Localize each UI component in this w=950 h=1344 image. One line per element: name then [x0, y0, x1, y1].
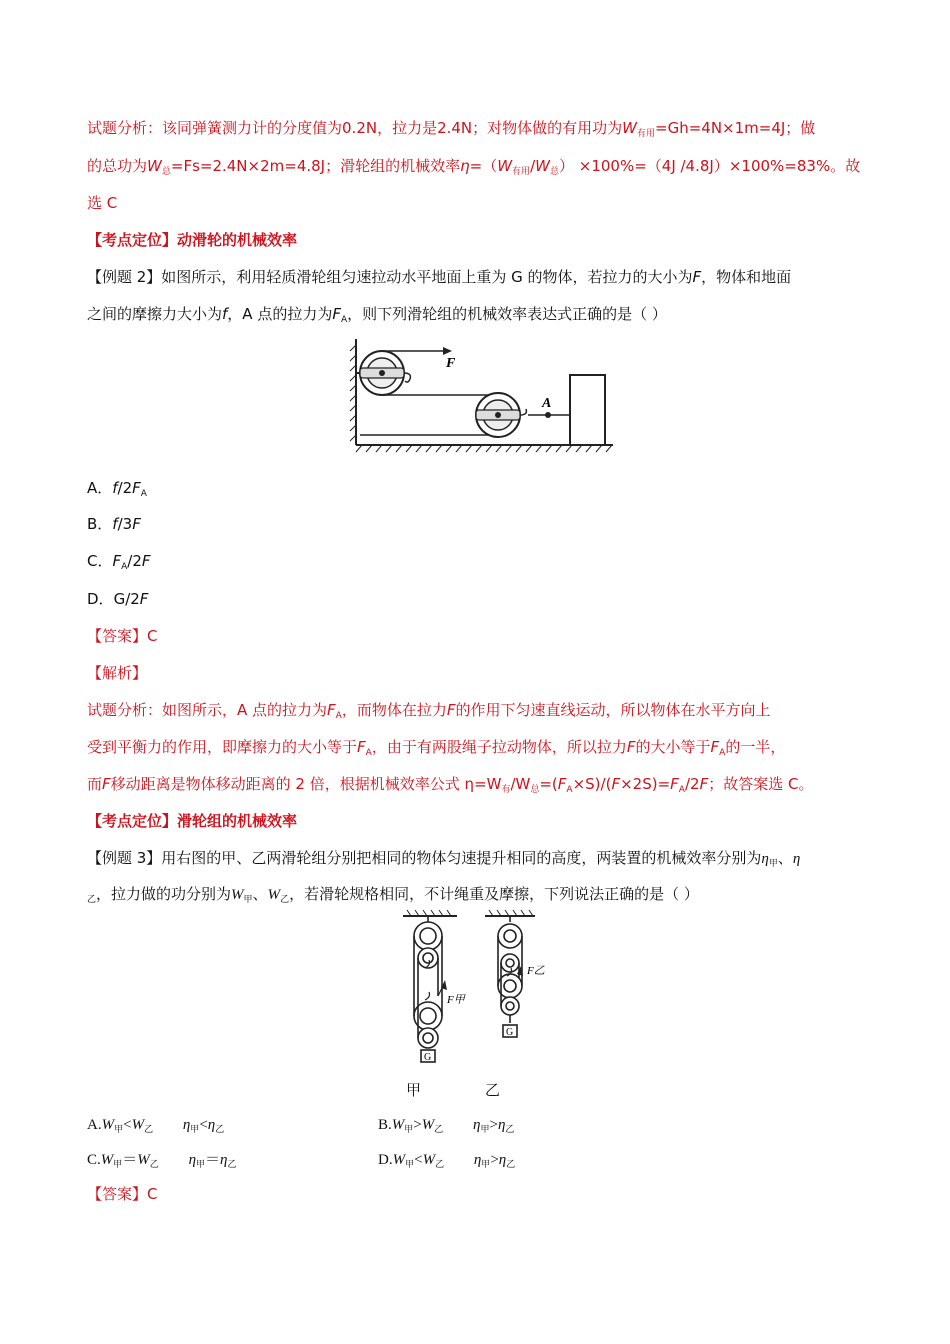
- label-G-jia: G: [424, 1052, 432, 1063]
- fig3-caption-yi: 乙: [485, 1081, 501, 1099]
- answer-3: 【答案】C: [87, 1185, 158, 1203]
- label-F-yi: F乙: [527, 965, 545, 977]
- ex2-analysis-line3: 而F移动距离是物体移动距离的 2 倍，根据机械效率公式 $\eta=W_有/W_总=(F_A\times S)/(F\times 2S)=F_A/2F$；故答案选 C。: [87, 775, 814, 795]
- label-G-yi: G: [506, 1027, 514, 1038]
- ex2-analysis-line2: 受到平衡力的作用，即摩擦力的大小等于$F_A$，由于有两股绳子拉动物体，所以拉力F的大小等于$F_A$的一半，: [87, 738, 786, 758]
- label-F-jia: F甲: [447, 994, 465, 1006]
- ex3-question-line2: $_乙$，拉力做的功分别为$W_甲$、$W_乙$，若滑轮规格相同，不计绳重及摩擦，下列说法正确的是（ ）: [87, 885, 699, 905]
- ex2-option-b: B．f/3F: [87, 515, 141, 533]
- ex2-option-a: A．$f/2F_A$: [87, 479, 147, 499]
- answer-2: 【答案】C: [87, 627, 158, 645]
- kaodian-2: 【考点定位】滑轮组的机械效率: [87, 812, 298, 830]
- ex2-option-d: D．G/2F: [87, 590, 149, 608]
- ex2-option-c: C．$F_A/2F$: [87, 552, 151, 572]
- ex3-option-d: $D.W_甲<W_乙$ $\eta_甲>\eta_乙$: [378, 1152, 516, 1169]
- ex2-analysis-line1: 试题分析：如图所示，A 点的拉力为$F_A$，而物体在拉力F的作用下匀速直线运动，所以物体在水平方向上: [87, 701, 771, 721]
- ex1-analysis-line3: 选 C: [87, 194, 118, 212]
- ex3-option-b: $B.W_甲>W_乙$ $\eta_甲>\eta_乙$: [378, 1117, 515, 1134]
- jiexi-heading: 【解析】: [87, 664, 148, 682]
- ex3-option-c: $C.W_甲=W_乙$ $\eta_甲=\eta_乙$: [87, 1152, 237, 1169]
- kaodian-1: 【考点定位】动滑轮的机械效率: [87, 231, 298, 249]
- label-A: A: [542, 396, 552, 411]
- pulley-figure-horizontal: [348, 335, 618, 455]
- label-F: F: [446, 356, 456, 371]
- ex3-question-line1: 【例题 3】用右图的甲、乙两滑轮组分别把相同的物体匀速提升相同的高度，两装置的机械效率分别为$\eta_甲$、η: [87, 849, 801, 869]
- ex1-analysis-line1: 试题分析：该同弹簧测力计的分度值为0.2N，拉力是2.4N；对物体做的有用功为$W_{有用}=Gh=4N\times 1m=4J$；做: [87, 119, 816, 139]
- ex1-analysis-line2: 的总功为$W_总=Fs=2.4N\times 2m=4.8J$；滑轮组的机械效率$\eta=(W_{有用}/W_总) \times 100\%=(4J$ /4.8J）×100%=83%。故: [87, 157, 861, 177]
- pulley-figure-vertical: [395, 908, 555, 1068]
- ex2-question-line2: 之间的摩擦力大小为f，A 点的拉力为$F_A$，则下列滑轮组的机械效率表达式正确的是（ ）: [87, 305, 667, 325]
- ex2-question-line1: 【例题 2】如图所示，利用轻质滑轮组匀速拉动水平地面上重为 G 的物体，若拉力的大小为F，物体和地面: [87, 268, 792, 286]
- ex3-option-a: $A.W_甲<W_乙$ $\eta_甲<\eta_乙$: [87, 1117, 225, 1134]
- fig3-caption-jia: 甲: [406, 1081, 422, 1099]
